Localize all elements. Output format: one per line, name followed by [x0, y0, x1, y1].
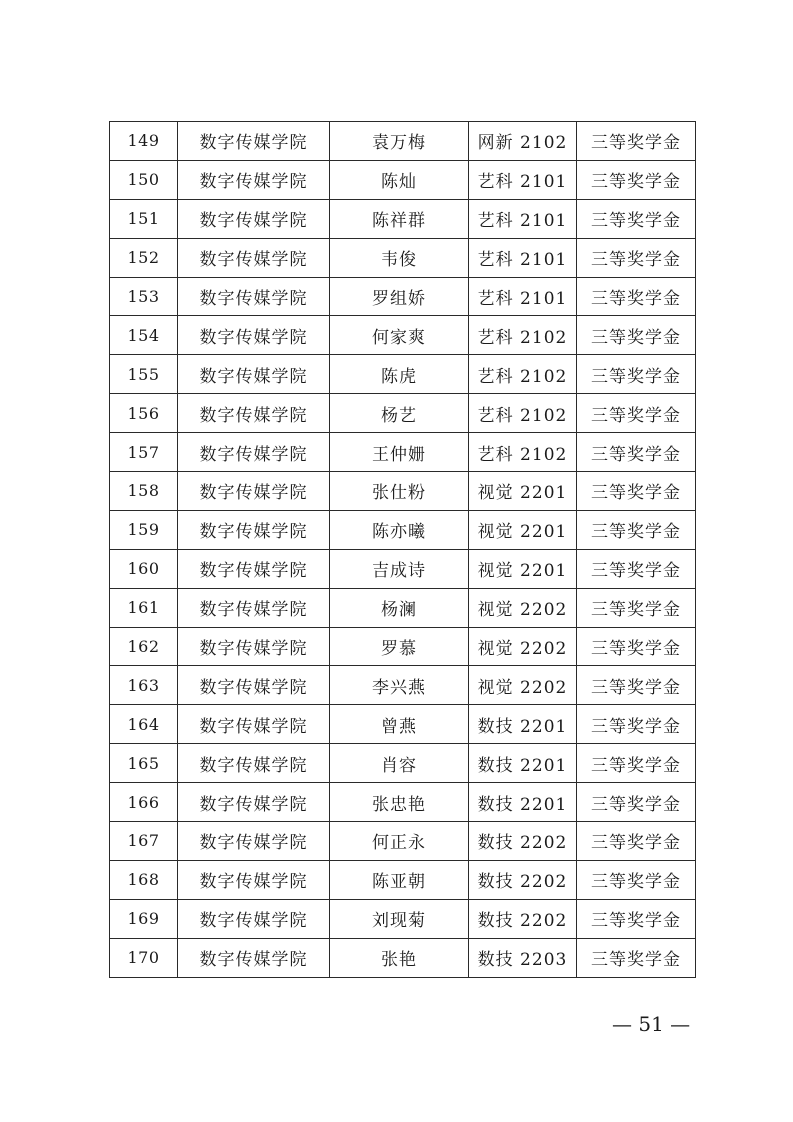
cell-class: 艺科 2102	[469, 433, 577, 472]
cell-student-name: 吉成诗	[330, 549, 469, 588]
cell-school: 数字传媒学院	[178, 472, 330, 511]
cell-class: 数技 2201	[469, 783, 577, 822]
cell-school: 数字传媒学院	[178, 938, 330, 977]
table-row	[110, 510, 696, 549]
cell-award: 三等奖学金	[577, 666, 696, 705]
cell-award: 三等奖学金	[577, 355, 696, 394]
cell-class: 视觉 2201	[469, 472, 577, 511]
cell-award: 三等奖学金	[577, 160, 696, 199]
cell-student-name: 肖容	[330, 744, 469, 783]
cell-student-name: 陈亚朝	[330, 860, 469, 899]
cell-student-name: 韦俊	[330, 238, 469, 277]
cell-student-name: 袁万梅	[330, 122, 469, 161]
cell-student-name: 杨艺	[330, 394, 469, 433]
cell-school: 数字传媒学院	[178, 627, 330, 666]
cell-serial-number: 157	[110, 433, 178, 472]
cell-serial-number: 153	[110, 277, 178, 316]
cell-serial-number: 152	[110, 238, 178, 277]
cell-award: 三等奖学金	[577, 938, 696, 977]
cell-school: 数字传媒学院	[178, 549, 330, 588]
cell-serial-number: 149	[110, 122, 178, 161]
table-row	[110, 627, 696, 666]
cell-serial-number: 163	[110, 666, 178, 705]
cell-class: 艺科 2101	[469, 238, 577, 277]
cell-award: 三等奖学金	[577, 783, 696, 822]
cell-school: 数字传媒学院	[178, 316, 330, 355]
table-row	[110, 277, 696, 316]
cell-school: 数字传媒学院	[178, 277, 330, 316]
cell-class: 艺科 2101	[469, 277, 577, 316]
cell-student-name: 何正永	[330, 822, 469, 861]
table-row	[110, 472, 696, 511]
cell-class: 数技 2201	[469, 744, 577, 783]
cell-school: 数字传媒学院	[178, 705, 330, 744]
table-row	[110, 860, 696, 899]
cell-serial-number: 166	[110, 783, 178, 822]
cell-award: 三等奖学金	[577, 277, 696, 316]
cell-award: 三等奖学金	[577, 822, 696, 861]
cell-student-name: 陈祥群	[330, 199, 469, 238]
cell-class: 视觉 2202	[469, 588, 577, 627]
cell-class: 艺科 2101	[469, 160, 577, 199]
cell-school: 数字传媒学院	[178, 744, 330, 783]
cell-award: 三等奖学金	[577, 510, 696, 549]
cell-class: 视觉 2202	[469, 666, 577, 705]
table-row	[110, 433, 696, 472]
cell-award: 三等奖学金	[577, 433, 696, 472]
cell-student-name: 刘现菊	[330, 899, 469, 938]
award-roster-body	[110, 122, 696, 978]
table-row	[110, 822, 696, 861]
cell-serial-number: 160	[110, 549, 178, 588]
cell-student-name: 陈亦曦	[330, 510, 469, 549]
cell-student-name: 陈虎	[330, 355, 469, 394]
cell-serial-number: 159	[110, 510, 178, 549]
cell-school: 数字传媒学院	[178, 122, 330, 161]
cell-student-name: 罗组娇	[330, 277, 469, 316]
cell-award: 三等奖学金	[577, 316, 696, 355]
cell-class: 艺科 2101	[469, 199, 577, 238]
cell-class: 数技 2202	[469, 860, 577, 899]
cell-serial-number: 161	[110, 588, 178, 627]
cell-school: 数字传媒学院	[178, 433, 330, 472]
cell-serial-number: 167	[110, 822, 178, 861]
cell-class: 数技 2202	[469, 822, 577, 861]
table-row	[110, 549, 696, 588]
cell-school: 数字传媒学院	[178, 822, 330, 861]
award-roster-table	[109, 121, 696, 978]
table-row	[110, 160, 696, 199]
cell-serial-number: 169	[110, 899, 178, 938]
table-row	[110, 238, 696, 277]
cell-serial-number: 155	[110, 355, 178, 394]
table-row	[110, 394, 696, 433]
cell-award: 三等奖学金	[577, 472, 696, 511]
cell-serial-number: 168	[110, 860, 178, 899]
cell-serial-number: 165	[110, 744, 178, 783]
cell-school: 数字传媒学院	[178, 355, 330, 394]
cell-class: 视觉 2201	[469, 510, 577, 549]
cell-school: 数字传媒学院	[178, 238, 330, 277]
table-row	[110, 122, 696, 161]
cell-serial-number: 154	[110, 316, 178, 355]
cell-school: 数字传媒学院	[178, 860, 330, 899]
cell-school: 数字传媒学院	[178, 199, 330, 238]
cell-serial-number: 151	[110, 199, 178, 238]
table-row	[110, 588, 696, 627]
table-row	[110, 705, 696, 744]
cell-class: 数技 2201	[469, 705, 577, 744]
table-row	[110, 199, 696, 238]
table-row	[110, 899, 696, 938]
cell-class: 艺科 2102	[469, 316, 577, 355]
cell-class: 数技 2203	[469, 938, 577, 977]
cell-class: 艺科 2102	[469, 394, 577, 433]
table-row	[110, 783, 696, 822]
cell-serial-number: 156	[110, 394, 178, 433]
cell-serial-number: 158	[110, 472, 178, 511]
table-row	[110, 744, 696, 783]
cell-class: 艺科 2102	[469, 355, 577, 394]
award-roster-table-wrap	[109, 121, 695, 978]
cell-student-name: 王仲姗	[330, 433, 469, 472]
cell-award: 三等奖学金	[577, 899, 696, 938]
cell-award: 三等奖学金	[577, 705, 696, 744]
cell-student-name: 张忠艳	[330, 783, 469, 822]
table-row	[110, 666, 696, 705]
cell-serial-number: 162	[110, 627, 178, 666]
cell-award: 三等奖学金	[577, 549, 696, 588]
cell-class: 视觉 2202	[469, 627, 577, 666]
cell-award: 三等奖学金	[577, 238, 696, 277]
cell-school: 数字传媒学院	[178, 899, 330, 938]
cell-school: 数字传媒学院	[178, 160, 330, 199]
table-row	[110, 938, 696, 977]
cell-class: 视觉 2201	[469, 549, 577, 588]
cell-school: 数字传媒学院	[178, 666, 330, 705]
cell-student-name: 张艳	[330, 938, 469, 977]
cell-student-name: 曾燕	[330, 705, 469, 744]
cell-serial-number: 170	[110, 938, 178, 977]
cell-school: 数字传媒学院	[178, 588, 330, 627]
table-row	[110, 316, 696, 355]
table-row	[110, 355, 696, 394]
cell-award: 三等奖学金	[577, 122, 696, 161]
cell-student-name: 杨澜	[330, 588, 469, 627]
cell-student-name: 李兴燕	[330, 666, 469, 705]
cell-award: 三等奖学金	[577, 199, 696, 238]
cell-school: 数字传媒学院	[178, 783, 330, 822]
cell-student-name: 罗慕	[330, 627, 469, 666]
cell-award: 三等奖学金	[577, 394, 696, 433]
cell-award: 三等奖学金	[577, 588, 696, 627]
cell-student-name: 陈灿	[330, 160, 469, 199]
cell-award: 三等奖学金	[577, 744, 696, 783]
cell-school: 数字传媒学院	[178, 394, 330, 433]
cell-school: 数字传媒学院	[178, 510, 330, 549]
cell-award: 三等奖学金	[577, 627, 696, 666]
cell-serial-number: 164	[110, 705, 178, 744]
cell-student-name: 张仕粉	[330, 472, 469, 511]
page-number: — 51 —	[612, 1012, 691, 1036]
cell-serial-number: 150	[110, 160, 178, 199]
cell-class: 网新 2102	[469, 122, 577, 161]
cell-class: 数技 2202	[469, 899, 577, 938]
cell-student-name: 何家爽	[330, 316, 469, 355]
cell-award: 三等奖学金	[577, 860, 696, 899]
